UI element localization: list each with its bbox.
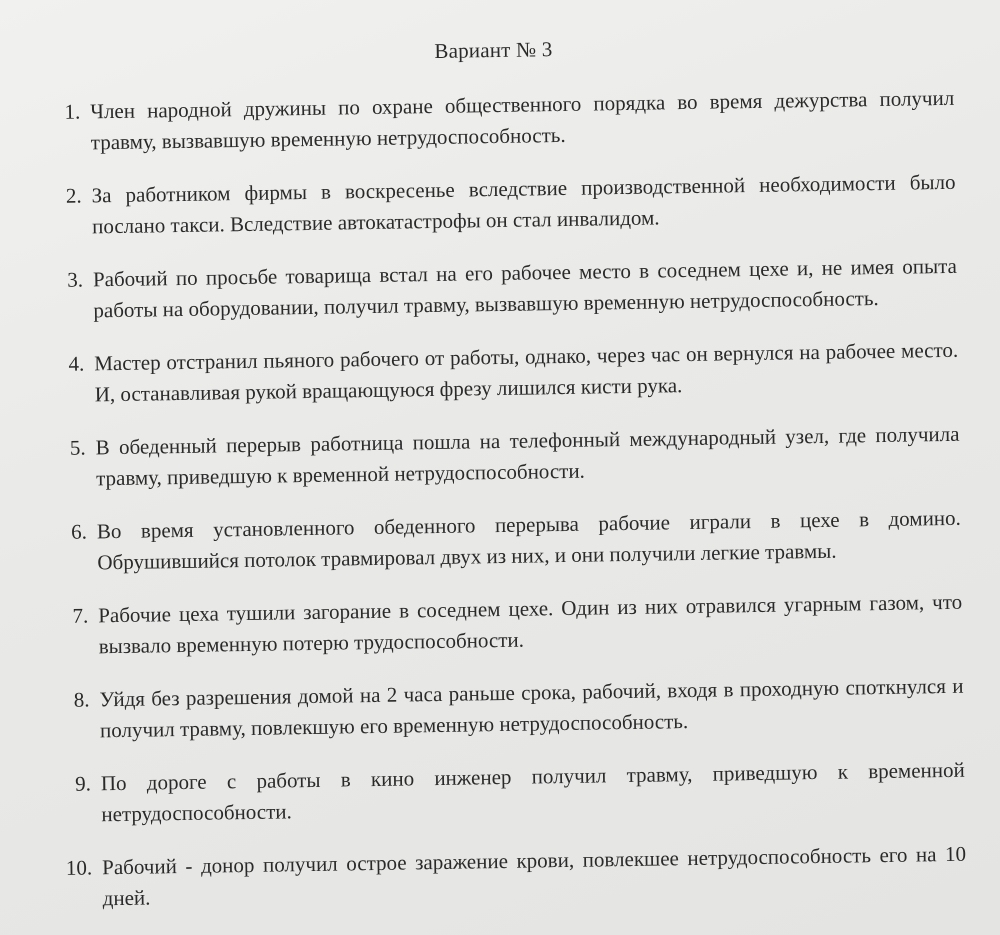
item-text: Уйдя без разрешения домой на 2 часа раньше срока, рабочий, входя в проходную споткнулся и получил травму, повлекшую его временную нетрудоспособность. <box>99 673 964 743</box>
document-title: Вариант № 3 <box>434 37 553 63</box>
item-text: Член народной дружины по охране общественного порядка во время дежурства получил травму, вызвавшую временную нетрудоспособность. <box>90 85 955 155</box>
task-item-1 <box>0 82 995 160</box>
item-number: 8. <box>73 687 90 712</box>
task-item-10 <box>6 838 1000 916</box>
item-text: Рабочий по просьбе товарища встал на его рабочее место в соседнем цехе и, не имея опыта работы на оборудовании, получил травму, вызвавшую временную нетрудоспособность. <box>92 253 958 323</box>
item-number: 9. <box>74 771 92 796</box>
item-text: По дороге с работы в кино инженер получил травму, приведшую к временной нетрудоспособности. <box>100 757 965 827</box>
task-item-2 <box>0 166 996 244</box>
item-number: 5. <box>69 435 86 460</box>
item-text: Рабочие цеха тушили загорание в соседнем цехе. Один из них отравился угарным газом, что вызвало временную потерю трудоспособности. <box>98 589 963 659</box>
task-list <box>0 82 1000 916</box>
item-text: Рабочий - донор получил острое заражение крови, повлекшее нетрудоспособность его на 10 дней. <box>102 841 967 911</box>
task-item-9 <box>5 754 1000 832</box>
task-item-6 <box>1 502 1000 580</box>
item-number: 4. <box>68 351 85 376</box>
task-item-5 <box>0 418 1000 496</box>
item-number: 10. <box>65 855 93 880</box>
item-number: 6. <box>70 519 88 544</box>
item-text: В обеденный перерыв работница пошла на телефонный международный узел, где получила травму, приведшую к временной нетрудоспособности. <box>95 421 960 491</box>
task-item-7 <box>2 586 1000 664</box>
task-item-8 <box>3 670 1000 748</box>
task-item-3 <box>0 250 998 328</box>
task-item-4 <box>0 334 999 412</box>
item-text: Мастер отстранил пьяного рабочего от работы, однако, через час он вернулся на рабочее место. И, останавливая рукой вращающуюся фрезу лишился кисти рука. <box>94 337 959 407</box>
item-number: 7. <box>72 603 89 628</box>
item-text: Во время установленного обеденного перерыва рабочие играли в цехе в домино. Обрушившийся потолок травмировал двух из них, и они получили легкие травмы. <box>96 505 961 575</box>
item-number: 3. <box>67 267 84 292</box>
item-number: 1. <box>64 99 81 124</box>
item-number: 2. <box>65 183 82 208</box>
item-text: За работником фирмы в воскресенье вследствие производственной необходимости было послано такси. Вследствие автокатастрофы он стал инвалидом. <box>91 169 956 239</box>
